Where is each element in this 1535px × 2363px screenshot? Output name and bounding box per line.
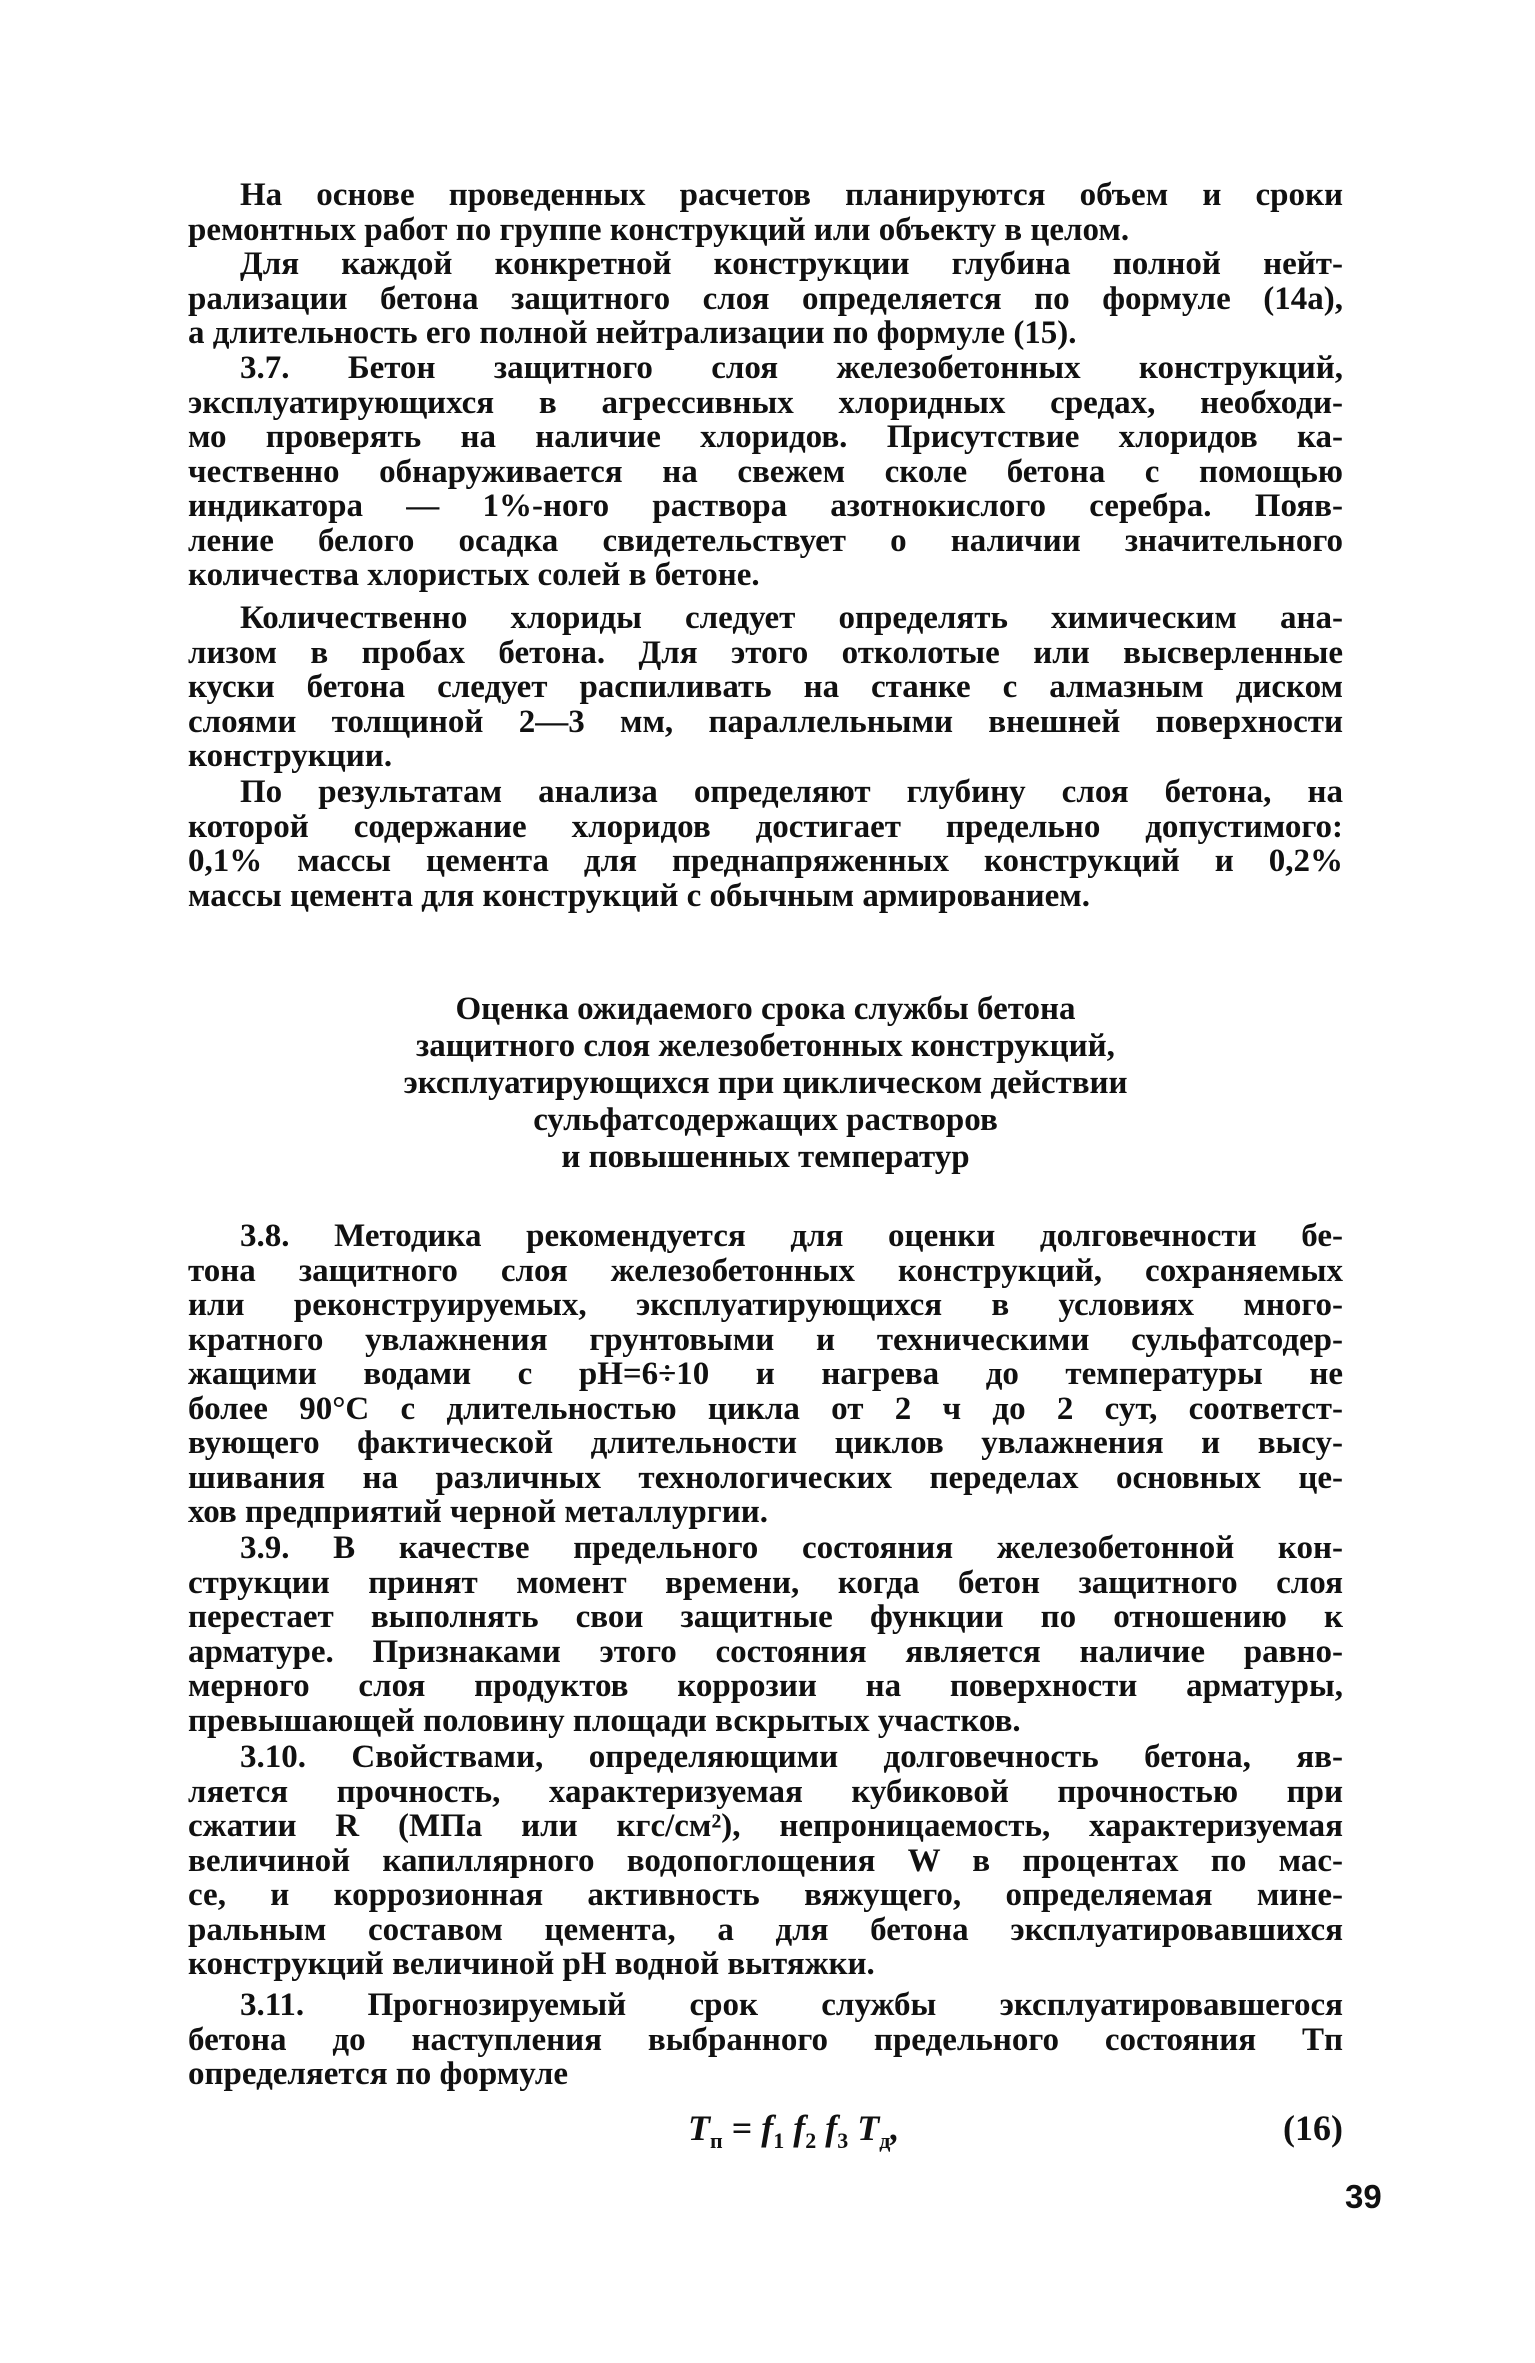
text-line: мо проверять на наличие хлоридов. Присутствие хлоридов ка- bbox=[188, 419, 1343, 455]
heading-line: сульфатсодержащих растворов bbox=[533, 1102, 998, 1138]
text-line: По результатам анализа определяют глубину слоя бетона, на bbox=[240, 774, 1343, 810]
text-line: бетона до наступления выбранного предельного состояния Tп bbox=[188, 2021, 1343, 2058]
text-line: тона защитного слоя железобетонных конструкций, сохраняемых bbox=[188, 1252, 1343, 1289]
text-line: арматуре. Признаками этого состояния является наличие равно- bbox=[188, 1633, 1343, 1670]
text-line: кратного увлажнения грунтовыми и техническими сульфатсодер- bbox=[188, 1321, 1343, 1358]
section-heading bbox=[188, 991, 1343, 1176]
paragraph bbox=[188, 1531, 1343, 1738]
text-line: более 90°С с длительностью цикла от 2 ч до 2 сут, соответст- bbox=[188, 1390, 1343, 1427]
text-line: Для каждой конкретной конструкции глубина полной нейт- bbox=[240, 246, 1343, 282]
text-line: количества хлористых солей в бетоне. bbox=[188, 557, 760, 593]
paragraph bbox=[188, 1988, 1343, 2092]
text-line: массы цемента для конструкций с обычным армированием. bbox=[188, 877, 1090, 914]
formula-expression: $T_п = f_1$ $f_2$ $f_3$ $T_д$, bbox=[688, 2108, 900, 2154]
text-line: хов предприятий черной металлургии. bbox=[188, 1494, 769, 1530]
text-line: или реконструируемых, эксплуатирующихся в условиях много- bbox=[188, 1287, 1343, 1323]
paragraph bbox=[188, 775, 1343, 913]
heading-line: Оценка ожидаемого срока службы бетона bbox=[455, 991, 1076, 1027]
text-line: перестает выполнять свои защитные функции по отношению к bbox=[188, 1599, 1343, 1635]
text-line: определяется по формуле bbox=[188, 2056, 569, 2092]
text-line: шивания на различных технологических переделах основных це- bbox=[188, 1459, 1343, 1496]
text-line: 3.9. В качестве предельного состояния железобетонной кон- bbox=[240, 1530, 1343, 1566]
text-line: превышающей половину площади вскрытых участков. bbox=[188, 1702, 1021, 1739]
text-line: 3.10. Свойствами, определяющими долговечность бетона, яв- bbox=[240, 1739, 1343, 1775]
text-line: ление белого осадка свидетельствует о наличии значительного bbox=[188, 522, 1343, 559]
heading-line: и повышенных температур bbox=[561, 1139, 970, 1175]
text-line: ляется прочность, характеризуемая кубиковой прочностью при bbox=[188, 1773, 1343, 1810]
text-line: величиной капиллярного водопоглощения W в процентах по мас- bbox=[188, 1842, 1343, 1879]
text-line: жащими водами с pH=6÷10 и нагрева до температуры не bbox=[188, 1356, 1343, 1392]
heading-line: защитного слоя железобетонных конструкций, bbox=[416, 1028, 1115, 1064]
text-line: куски бетона следует распиливать на станке с алмазным диском bbox=[188, 669, 1343, 705]
paragraph bbox=[188, 178, 1343, 247]
text-line: мерного слоя продуктов коррозии на поверхности арматуры, bbox=[188, 1668, 1343, 1704]
formula-number: (16) bbox=[1283, 2108, 1343, 2148]
text-line: Количественно хлориды следует определять химическим ана- bbox=[240, 600, 1343, 636]
text-line: се, и коррозионная активность вяжущего, определяемая мине- bbox=[188, 1877, 1343, 1913]
text-line: ральным составом цемента, а для бетона эксплуатировавшихся bbox=[188, 1911, 1343, 1948]
text-line: На основе проведенных расчетов планируются объем и сроки bbox=[240, 177, 1343, 213]
text-line: слоями толщиной 2—3 мм, параллельными внешней поверхности bbox=[188, 703, 1343, 740]
text-line: конструкций величиной pH водной вытяжки. bbox=[188, 1946, 875, 1982]
text-line: 0,1% массы цемента для преднапряженных конструкций и 0,2% bbox=[188, 843, 1343, 879]
text-line: эксплуатирующихся в агрессивных хлоридных средах, необходи- bbox=[188, 384, 1343, 421]
paragraph bbox=[188, 1219, 1343, 1530]
paragraph bbox=[188, 1740, 1343, 1982]
text-line: лизом в пробах бетона. Для этого отколотые или высверленные bbox=[188, 634, 1343, 671]
page-number: 39 bbox=[1345, 2178, 1382, 2215]
text-line: а длительность его полной нейтрализации по формуле (15). bbox=[188, 315, 1077, 351]
paragraph bbox=[188, 247, 1343, 351]
paragraph bbox=[188, 601, 1343, 774]
text-line: 3.7. Бетон защитного слоя железобетонных конструкций, bbox=[240, 350, 1343, 386]
text-line: которой содержание хлоридов достигает предельно допустимого: bbox=[188, 808, 1343, 845]
text-line: 3.11. Прогнозируемый срок службы эксплуатировавшегося bbox=[240, 1987, 1343, 2023]
text-line: конструкции. bbox=[188, 738, 393, 774]
text-line: сжатии R (МПа или кгс/см²), непроницаемость, характеризуемая bbox=[188, 1808, 1343, 1844]
text-line: струкции принят момент времени, когда бетон защитного слоя bbox=[188, 1564, 1343, 1601]
text-line: рализации бетона защитного слоя определяется по формуле (14а), bbox=[188, 280, 1343, 317]
text-line: вующего фактической длительности циклов увлажнения и высу- bbox=[188, 1425, 1343, 1461]
text-line: индикатора — 1%-ного раствора азотнокислого серебра. Появ- bbox=[188, 488, 1343, 524]
heading-line: эксплуатирующихся при циклическом действии bbox=[403, 1065, 1128, 1101]
text-line: чественно обнаруживается на свежем сколе бетона с помощью bbox=[188, 453, 1343, 490]
text-line: ремонтных работ по группе конструкций или объекту в целом. bbox=[188, 211, 1130, 248]
text-line: 3.8. Методика рекомендуется для оценки долговечности бе- bbox=[240, 1218, 1343, 1254]
paragraph bbox=[188, 351, 1343, 593]
